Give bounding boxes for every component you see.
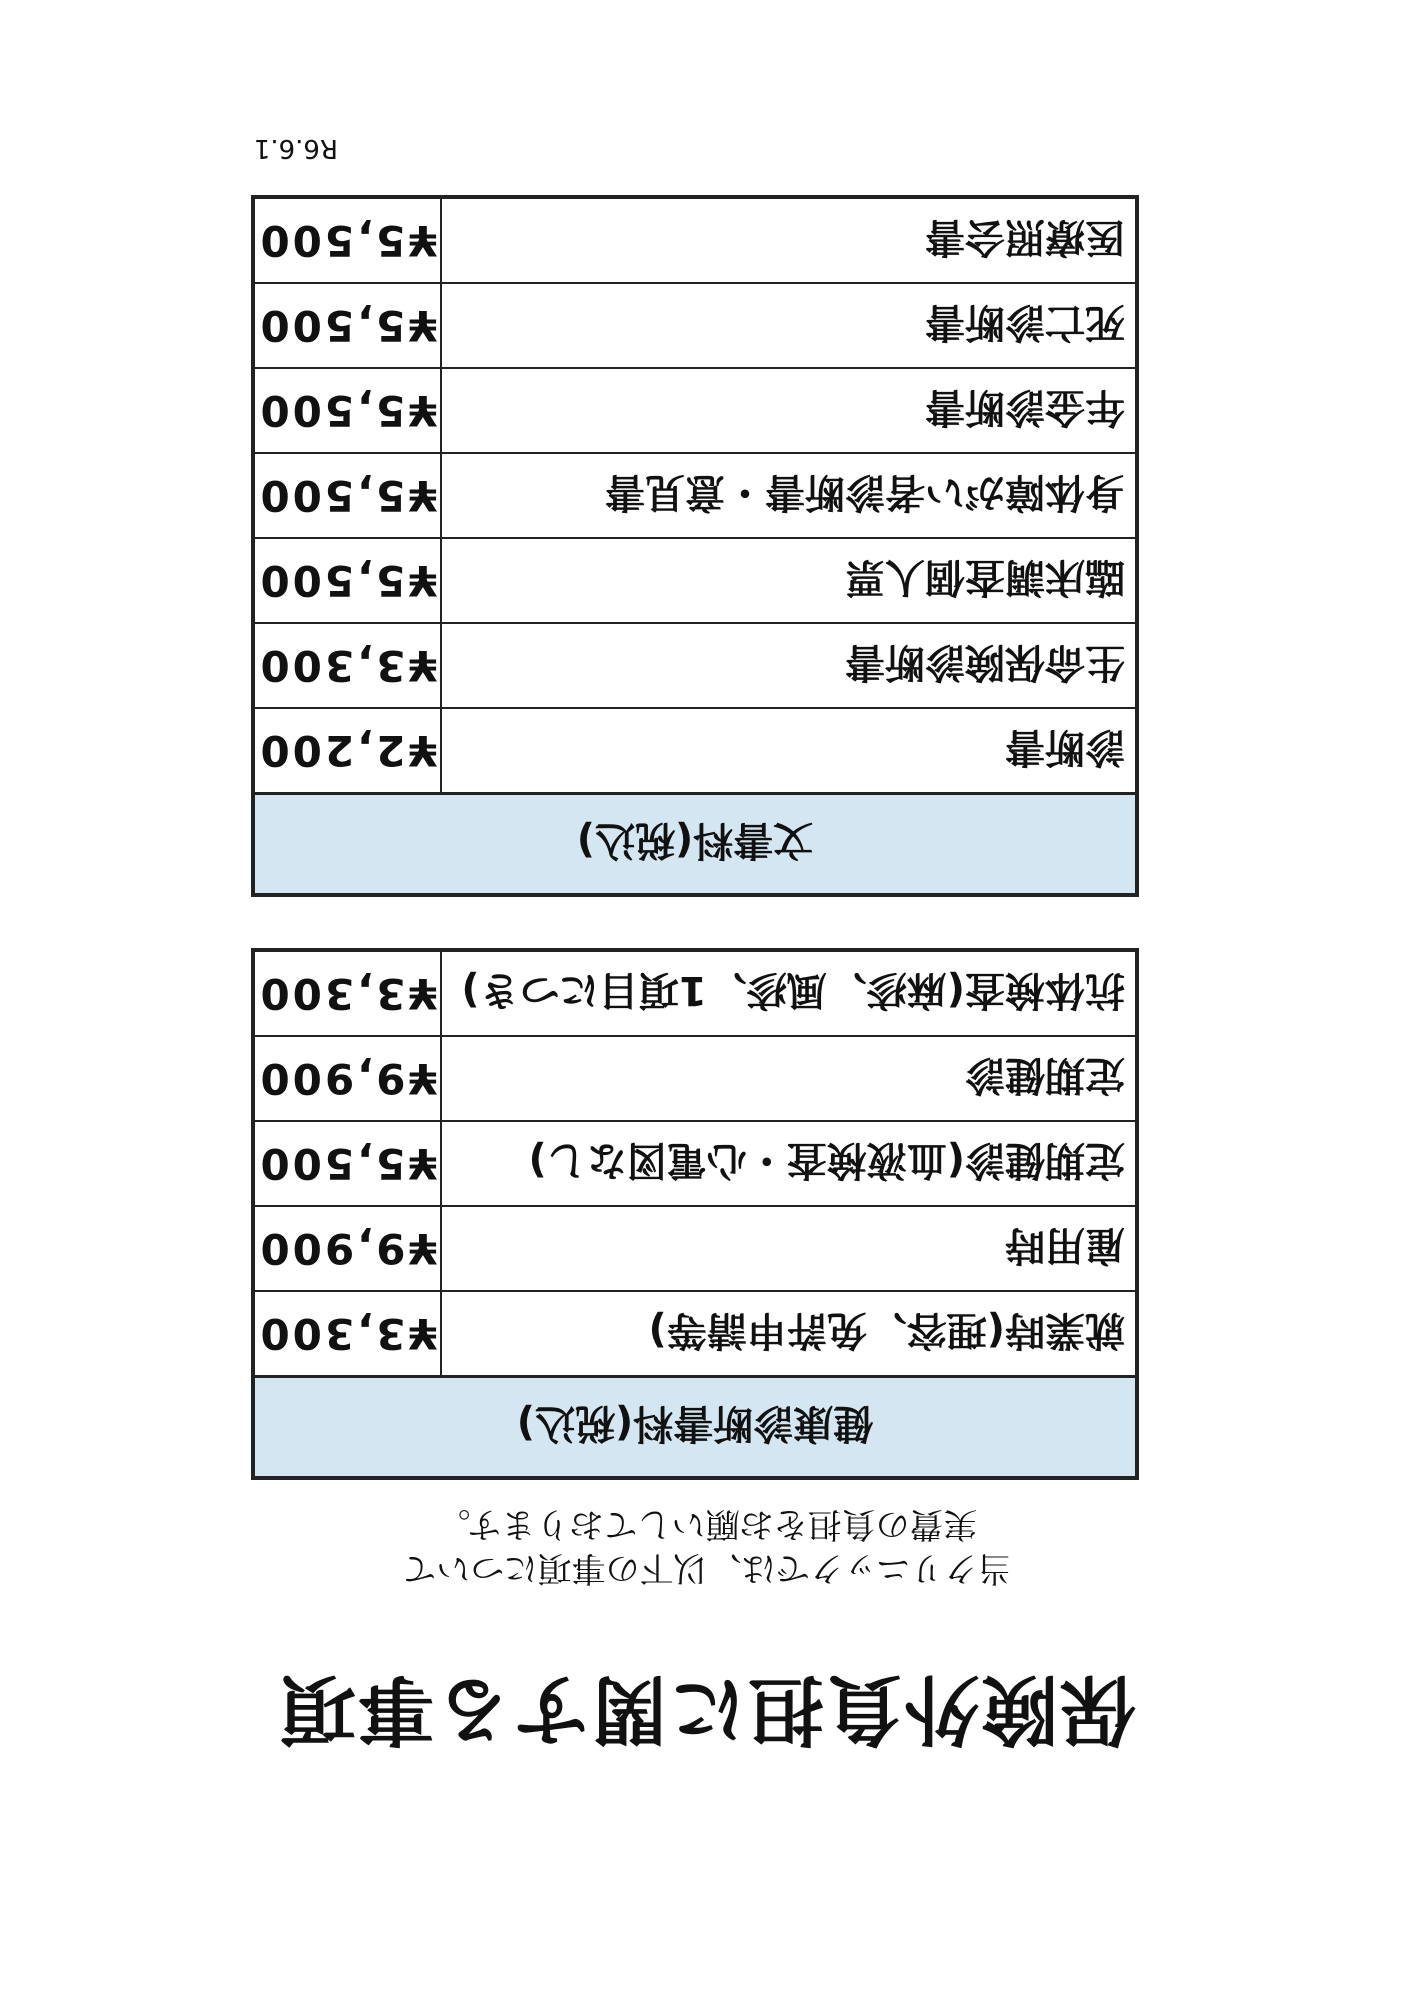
fee-item: 定期健診: [441, 1036, 1137, 1121]
table-row: [253, 368, 1137, 453]
table-row: [253, 1036, 1137, 1121]
table-row: [253, 950, 1137, 1036]
fee-item: 定期健診(血液検査・心電図なし): [441, 1121, 1137, 1206]
fee-item: 生命保険診断書: [441, 623, 1137, 708]
fee-item: 診断書: [441, 708, 1137, 794]
fee-item: 抗体検査(麻疹、風疹、1項目につき): [441, 950, 1137, 1036]
fee-price: ¥9,900: [253, 1036, 441, 1121]
document-fee-table: [251, 195, 1139, 897]
table-row: [253, 1206, 1137, 1291]
health-exam-heading: 健康診断書料(税込): [253, 1377, 1137, 1479]
fee-price: ¥5,500: [253, 538, 441, 623]
table-row: [253, 623, 1137, 708]
fee-item: 年金診断書: [441, 368, 1137, 453]
table-row: [253, 197, 1137, 283]
fee-item: 雇用時: [441, 1206, 1137, 1291]
intro-text: [0, 1502, 1414, 1590]
fee-price: ¥5,500: [253, 1121, 441, 1206]
revision-date: R6.6.1: [253, 133, 338, 163]
health-exam-fee-table: [251, 948, 1139, 1480]
fee-price: ¥5,500: [253, 197, 441, 283]
table-row: [253, 538, 1137, 623]
table-row: [253, 1121, 1137, 1206]
table-row: [253, 283, 1137, 368]
fee-price: ¥3,300: [253, 623, 441, 708]
fee-price: ¥5,500: [253, 368, 441, 453]
fee-item: 臨床調査個人票: [441, 538, 1137, 623]
table-row: [253, 1291, 1137, 1377]
page-title: 保険外負担に関する事項: [278, 1665, 1136, 1754]
intro-line-2: 実費の負担をお願いしております。: [436, 1504, 978, 1544]
fee-item: 死亡診断書: [441, 283, 1137, 368]
fee-item: 就業時(理容、免許申請等): [441, 1291, 1137, 1377]
table-row: [253, 453, 1137, 538]
table-row: [253, 708, 1137, 794]
intro-line-1: 当クリニックでは、以下の事項について: [402, 1548, 1012, 1588]
fee-price: ¥3,300: [253, 950, 441, 1036]
fee-price: ¥5,500: [253, 283, 441, 368]
fee-price: ¥5,500: [253, 453, 441, 538]
fee-price: ¥3,300: [253, 1291, 441, 1377]
fee-price: ¥9,900: [253, 1206, 441, 1291]
fee-item: 身体障がい者診断書・意見書: [441, 453, 1137, 538]
documents-heading: 文書料(税込): [253, 794, 1137, 896]
fee-item: 医療照会書: [441, 197, 1137, 283]
fee-price: ¥2,200: [253, 708, 441, 794]
